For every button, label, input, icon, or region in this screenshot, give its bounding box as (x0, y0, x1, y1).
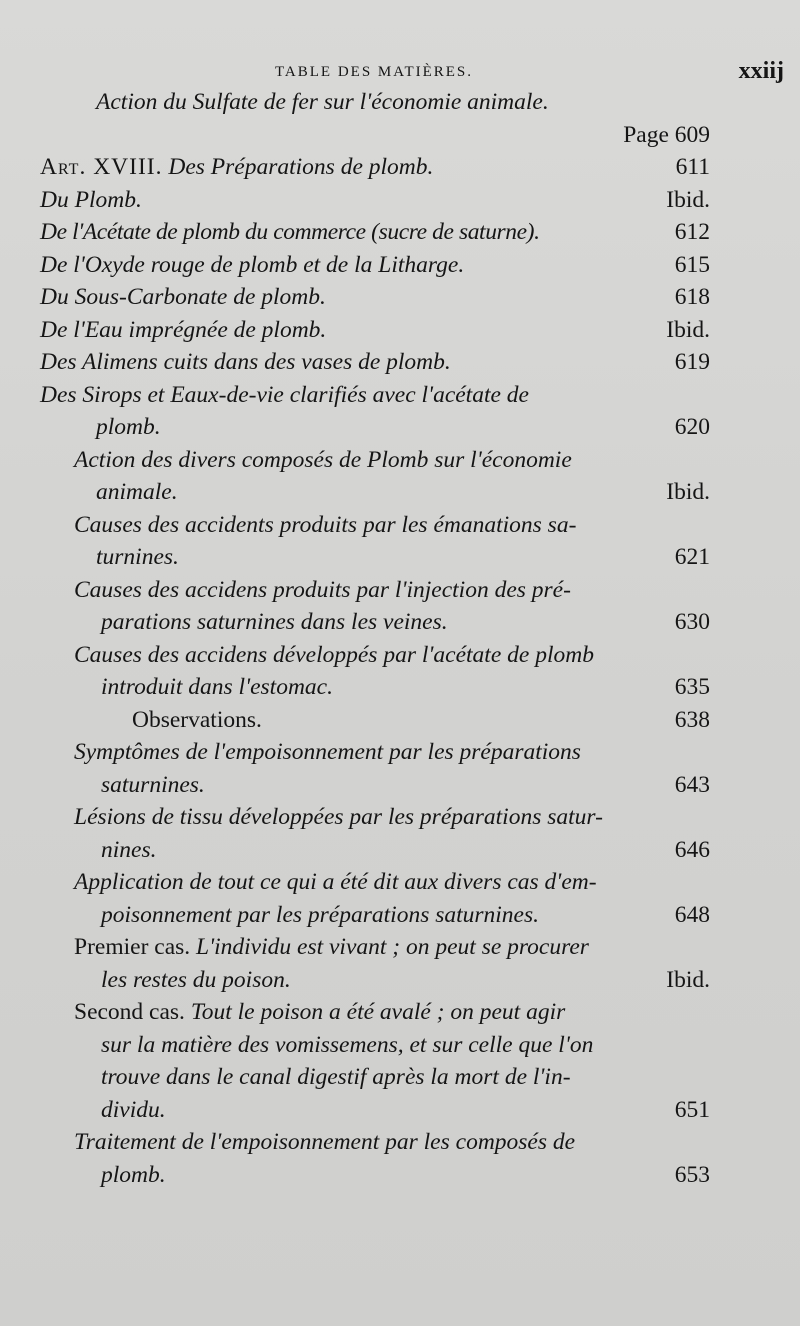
toc-entry (40, 509, 710, 574)
toc-page-ref: 638 (674, 706, 710, 733)
toc-page-ref: 643 (674, 771, 710, 798)
toc-entry (40, 249, 710, 282)
toc-entry-text-cont: animale. (96, 479, 178, 505)
toc-page-ref: Ibid. (666, 966, 710, 993)
toc-entry-text-cont: les restes du poison. (101, 966, 291, 993)
toc-entry-text: Action du Sulfate de fer sur l'économie animale. (96, 89, 549, 115)
toc-entry-text-cont: plomb. (101, 1161, 166, 1188)
folio: xxiij (738, 58, 784, 84)
toc-entry-text: Du Plomb. (40, 186, 142, 213)
toc-entry-text: Causes des accidens développés par l'acétate de plomb (74, 641, 594, 668)
toc-entry-text-cont: turnines. (96, 544, 179, 570)
toc-entry-text-cont: nines. (101, 836, 157, 863)
toc-entry-text-cont: plomb. (96, 414, 161, 440)
toc-entry-text-cont: sur la matière des vomissemens, et sur celle que l'on (101, 1031, 594, 1058)
toc-page-ref: Ibid. (666, 186, 710, 213)
toc-page-ref: 611 (675, 154, 710, 180)
toc-page-ref: Page 609 (623, 121, 710, 148)
toc-entry-text: L'individu est vivant ; on peut se procurer (196, 934, 589, 960)
toc-entry-text-cont: saturnines. (101, 771, 205, 798)
toc-entry-text: De l'Oxyde rouge de plomb et de la Litharge. (40, 251, 465, 278)
toc-entry (40, 216, 710, 249)
toc-entry (40, 996, 710, 1126)
toc-entry-text-cont: introduit dans l'estomac. (101, 674, 333, 700)
toc-entry (40, 801, 710, 866)
toc-entry-text: Des Alimens cuits dans des vases de plomb. (40, 349, 451, 375)
toc-entry-text: Du Sous-Carbonate de plomb. (40, 284, 326, 310)
toc-entry (40, 866, 710, 931)
toc-entry (40, 736, 710, 801)
toc-entry (40, 704, 710, 737)
case-label: Second cas. (74, 999, 185, 1025)
toc-entry-text: Observations. (132, 706, 262, 733)
toc-entry-text: Symptômes de l'empoisonnement par les préparations (74, 739, 581, 765)
toc-entry-text: Causes des accidens produits par l'injection des pré- (74, 576, 571, 603)
toc-entry (40, 444, 710, 509)
toc-entry (40, 931, 710, 996)
toc-entry (40, 346, 710, 379)
toc-entry-text-cont: trouve dans le canal digestif après la mort de l'in- (101, 1064, 571, 1090)
toc-page-ref: 630 (674, 609, 710, 635)
toc-entry-text: Tout le poison a été avalé ; on peut agir (190, 999, 566, 1025)
toc-page-ref: 653 (674, 1161, 710, 1188)
toc-entry (40, 379, 710, 444)
article-label: Art. XVIII. (40, 154, 163, 180)
toc-entry-text: Des Sirops et Eaux-de-vie clarifiés avec l'acétate de (40, 381, 529, 408)
toc-entry (40, 639, 710, 704)
toc-entry-text: Causes des accidents produits par les émanations sa- (74, 511, 577, 538)
toc-entry (40, 86, 710, 151)
toc-page-ref: 612 (674, 219, 710, 245)
toc-page-ref: 615 (674, 251, 710, 278)
toc-entry-text-cont: parations saturnines dans les veines. (101, 609, 448, 635)
running-title: TABLE DES MATIÈRES. (274, 64, 474, 80)
table-of-contents (40, 86, 710, 1191)
toc-entry (40, 574, 710, 639)
toc-entry (40, 281, 710, 314)
toc-page-ref: 648 (674, 901, 710, 928)
running-head (40, 58, 784, 86)
toc-entry-text: De l'Acétate de plomb du commerce (sucre de saturne). (40, 219, 540, 245)
toc-entry-text-cont: poisonnement par les préparations saturnines. (101, 901, 540, 928)
toc-page-ref: Ibid. (666, 316, 710, 343)
case-label: Premier cas. (74, 934, 191, 960)
toc-page-ref: 651 (674, 1096, 710, 1123)
toc-entry-text: De l'Eau imprégnée de plomb. (40, 316, 327, 343)
toc-page-ref: 621 (674, 544, 710, 570)
toc-page-ref: 620 (674, 414, 710, 440)
toc-entry (40, 1126, 710, 1191)
toc-page-ref: 646 (674, 836, 710, 863)
toc-entry (40, 151, 710, 184)
toc-entry (40, 184, 710, 217)
toc-entry-text-cont: dividu. (101, 1096, 166, 1123)
toc-page-ref: 635 (674, 674, 710, 700)
toc-entry-text: Lésions de tissu développées par les préparations satur- (74, 804, 603, 830)
toc-entry (40, 314, 710, 347)
toc-entry-text: Application de tout ce qui a été dit aux divers cas d'em- (74, 869, 597, 895)
toc-entry-text: Des Préparations de plomb. (168, 154, 434, 180)
toc-page-ref: Ibid. (666, 479, 710, 505)
toc-page-ref: 618 (674, 284, 710, 310)
toc-page-ref: 619 (674, 349, 710, 375)
toc-entry-text: Traitement de l'empoisonnement par les composés de (74, 1129, 576, 1155)
toc-entry-text: Action des divers composés de Plomb sur l'économie (74, 446, 572, 473)
